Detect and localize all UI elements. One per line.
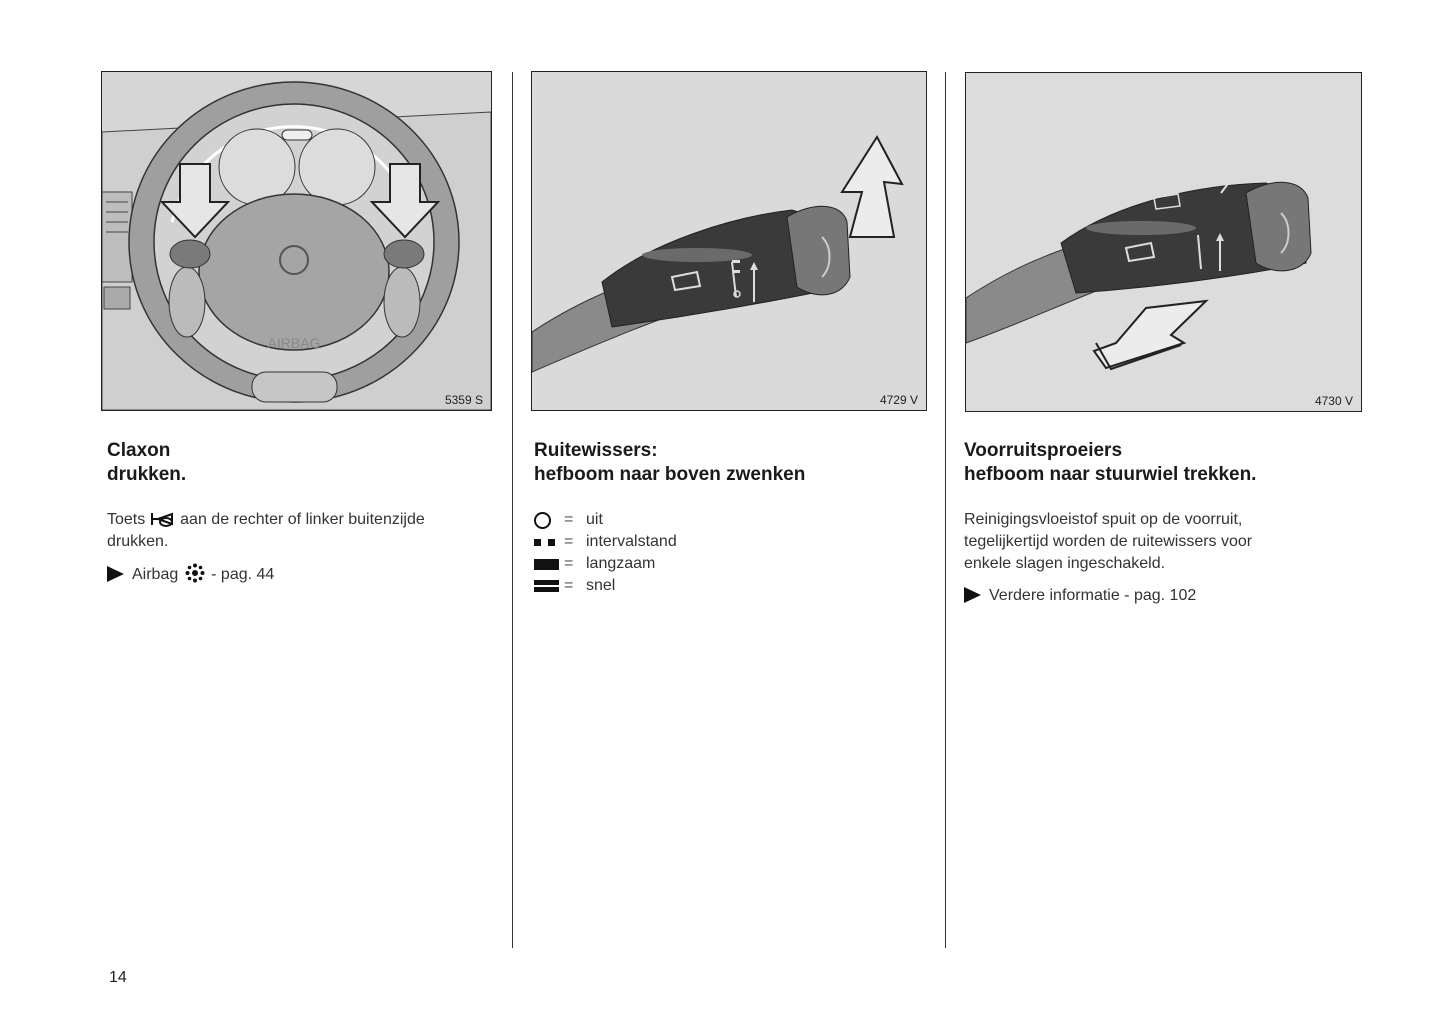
reference-label: Verdere informatie - pag. 102 (989, 587, 1197, 604)
heading-line: Voorruitsproeiers (964, 440, 1123, 461)
slow-position-icon (534, 559, 559, 570)
instruction-line: enkele slagen ingeschakeld. (964, 555, 1166, 572)
interval-position-icon (534, 539, 555, 546)
wiper-legend (534, 509, 914, 597)
legend-equals: = (564, 555, 574, 572)
heading-line: Claxon (107, 440, 171, 461)
horn-instructions (107, 509, 497, 586)
legend-equals: = (564, 533, 574, 550)
legend-row-slow (534, 553, 914, 575)
fast-position-icon (534, 580, 559, 592)
instruction-text: aan de rechter of linker buitenzijde (180, 511, 425, 528)
wiper-stalk-figure (531, 71, 927, 411)
figure-code: 5359 S (444, 393, 483, 407)
legend-label: langzaam (586, 555, 656, 572)
legend-row-off (534, 509, 914, 531)
off-position-icon (534, 512, 551, 529)
column-divider-1 (512, 72, 513, 948)
section-heading-wipers (534, 439, 805, 487)
page-number: 14 (109, 969, 127, 986)
section-heading-washer (964, 439, 1256, 487)
heading-line: drukken. (107, 464, 187, 485)
reference-airbag[interactable] (107, 563, 497, 586)
legend-label: intervalstand (586, 533, 677, 550)
instruction-line: tegelijkertijd worden de ruitewissers voor (964, 533, 1253, 550)
heading-line: Ruitewissers: (534, 440, 658, 461)
instruction-text: Toets (107, 511, 146, 528)
steering-wheel-illustration (102, 72, 491, 410)
wiper-stalk-illustration (532, 72, 926, 410)
legend-row-interval (534, 531, 914, 553)
legend-equals: = (564, 511, 574, 528)
legend-label: uit (586, 511, 603, 528)
airbag-label: AIRBAG (267, 335, 321, 351)
horn-icon (150, 511, 176, 527)
reference-arrow-icon (107, 566, 124, 582)
reference-arrow-icon (964, 587, 981, 603)
legend-equals: = (564, 577, 574, 594)
instruction-line (107, 509, 497, 531)
instruction-line: drukken. (107, 533, 169, 550)
heading-line: hefboom naar stuurwiel trekken. (964, 464, 1257, 485)
legend-label: snel (586, 577, 616, 594)
section-heading-horn (107, 439, 186, 487)
instruction-line: Reinigingsvloeistof spuit op de voorruit, (964, 511, 1243, 528)
reference-more-info[interactable] (964, 585, 1344, 607)
washer-stalk-figure (965, 72, 1362, 412)
airbag-icon (185, 563, 205, 583)
figure-code: 4730 V (1314, 394, 1353, 408)
reference-label: Airbag (132, 566, 179, 583)
heading-line: hefboom naar boven zwenken (534, 464, 806, 485)
steering-wheel-figure (101, 71, 492, 411)
figure-code: 4729 V (879, 393, 918, 407)
washer-stalk-illustration (966, 73, 1361, 411)
reference-page: - pag. 44 (211, 566, 275, 583)
column-divider-2 (945, 72, 946, 948)
washer-instructions (964, 509, 1344, 607)
legend-row-fast (534, 575, 914, 597)
